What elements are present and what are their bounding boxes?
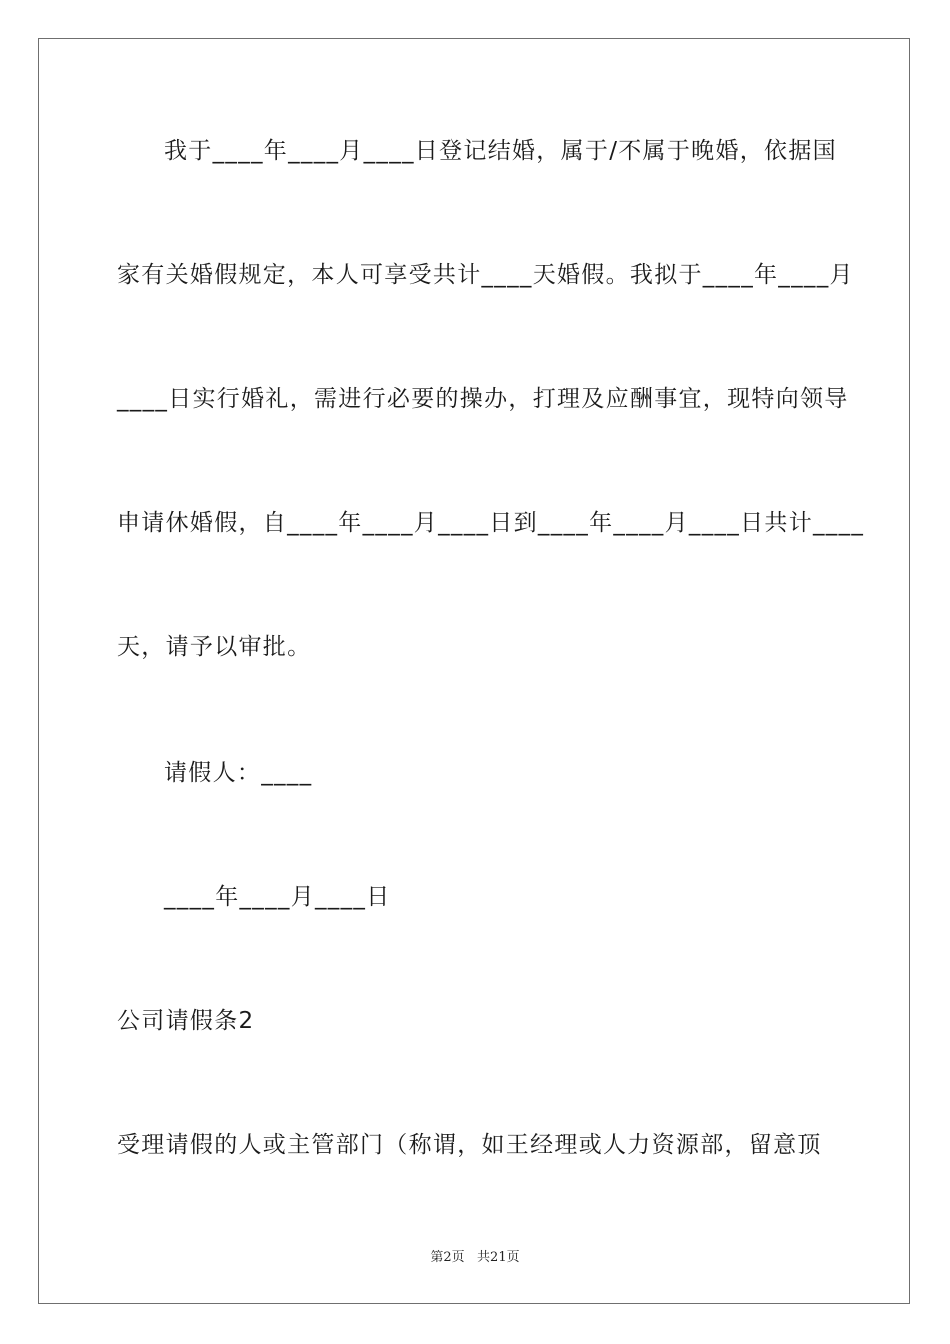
section-heading: 公司请假条2 [117, 1008, 255, 1034]
paragraph-line-2: 家有关婚假规定，本人可享受共计____天婚假。我拟于____年____月 [117, 262, 854, 288]
page-number-footer: 第2页 共21页 [430, 1250, 520, 1265]
paragraph-line-4: 申请休婚假，自____年____月____日到____年____月____日共计____ [117, 510, 865, 536]
paragraph-line-6: 受理请假的人或主管部门（称谓，如王经理或人力资源部，留意顶 [117, 1132, 822, 1158]
date-line: ____年____月____日 [164, 884, 391, 910]
applicant-signature-line: 请假人：____ [164, 760, 313, 786]
page-border [38, 38, 910, 1304]
paragraph-line-5: 天，请予以审批。 [117, 634, 312, 660]
paragraph-line-3: ____日实行婚礼，需进行必要的操办，打理及应酬事宜，现特向领导 [117, 386, 849, 412]
paragraph-line-1: 我于____年____月____日登记结婚，属于/不属于晚婚，依据国 [164, 138, 837, 164]
